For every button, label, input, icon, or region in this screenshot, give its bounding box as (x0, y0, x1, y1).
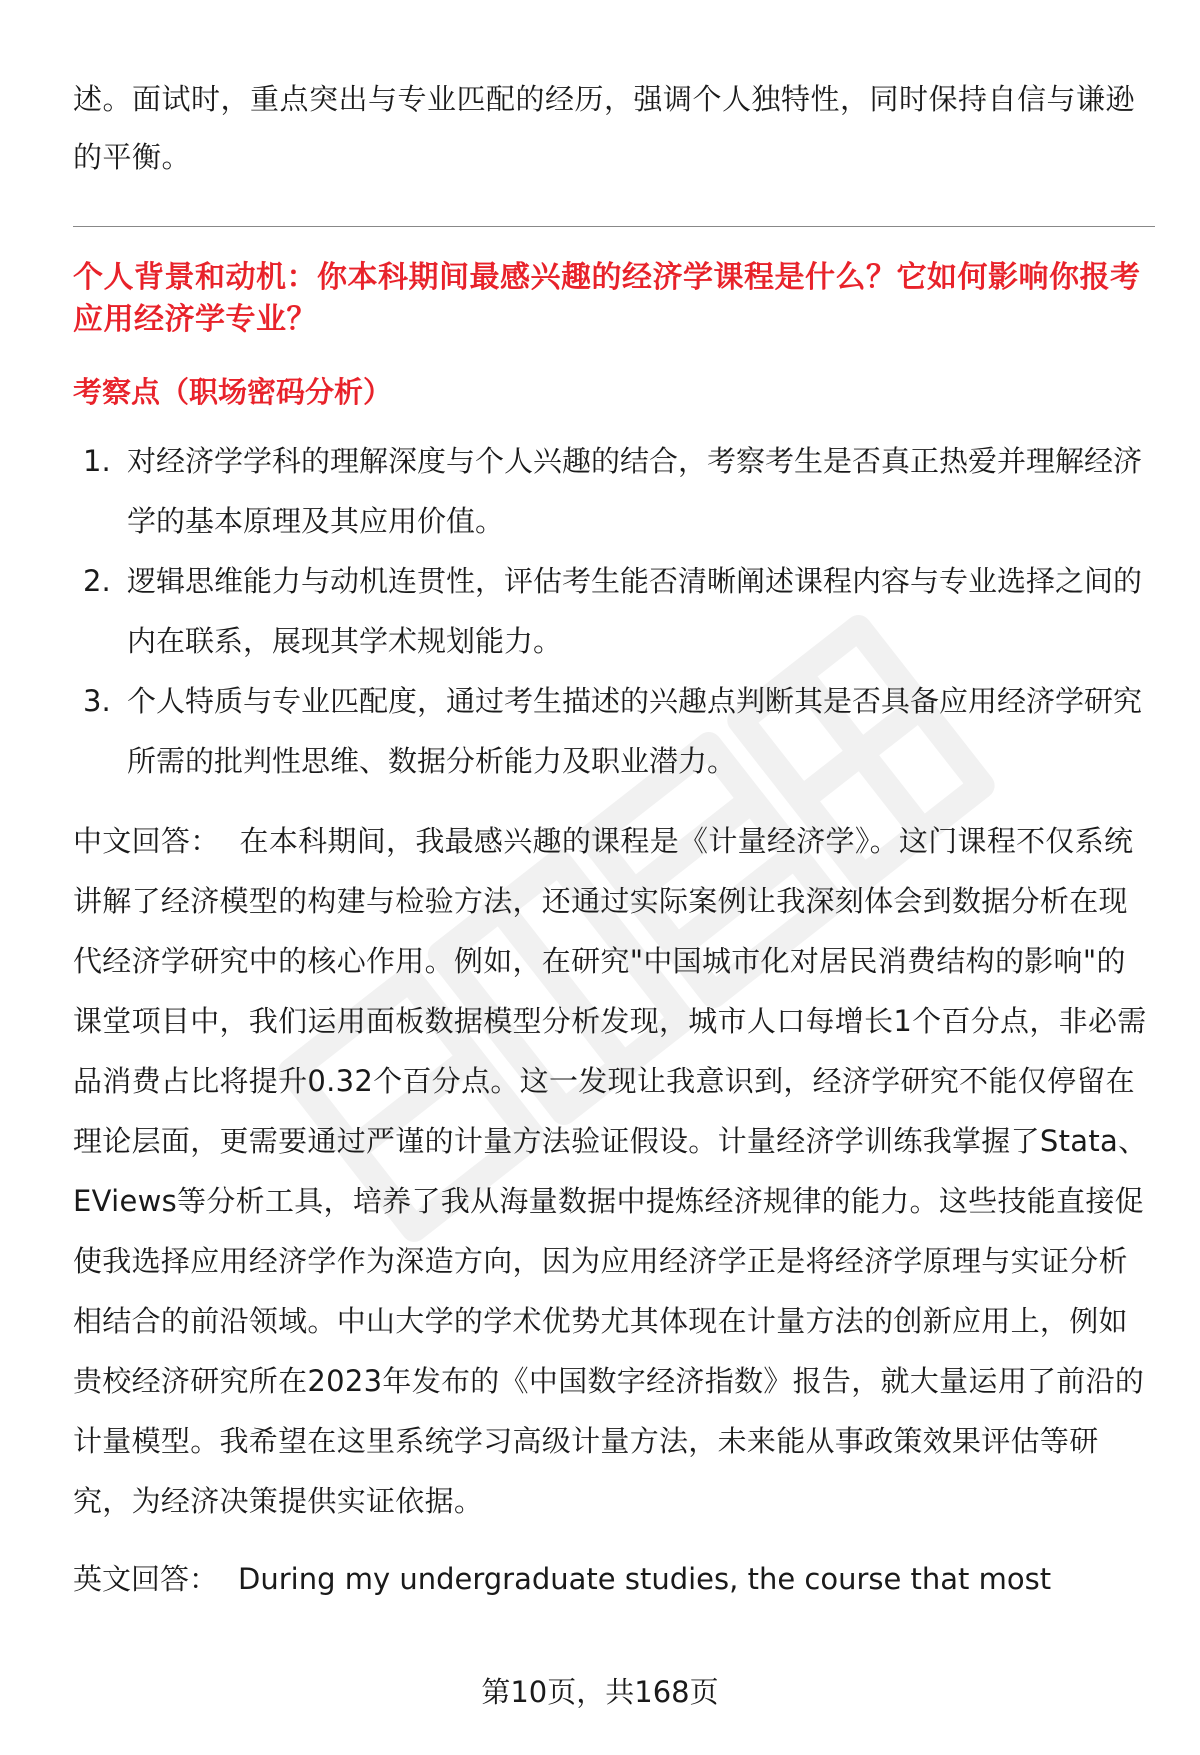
english-answer (73, 1549, 1155, 1609)
document-page (73, 70, 1155, 1609)
chinese-answer-label: 中文回答： (73, 824, 220, 858)
chinese-answer (73, 811, 1155, 1531)
chinese-answer-text: 在本科期间，我最感兴趣的课程是《计量经济学》。这门课程不仅系统讲解了经济模型的构建与检验方法，还通过实际案例让我深刻体会到数据分析在现代经济学研究中的核心作用。例如，在研究"中国城市化对居民消费结构的影响"的课堂项目中，我们运用面板数据模型分析发现，城市人口每增长1个百分点，非必需品消费占比将提升0.32个百分点。这一发现让我意识到，经济学研究不能仅停留在理论层面，更需要通过严谨的计量方法验证假设。计量经济学训练我掌握了Stata、EViews等分析工具，培养了我从海量数据中提炼经济规律的能力。这些技能直接促使我选择应用经济学作为深造方向，因为应用经济学正是将经济学原理与实证分析相结合的前沿领域。中山大学的学术优势尤其体现在计量方法的创新应用上，例如贵校经济研究所在2023年发布的《中国数字经济指数》报告，就大量运用了前沿的计量模型。我希望在这里系统学习高级计量方法，未来能从事政策效果评估等研究，为经济决策提供实证依据。 (73, 824, 1148, 1518)
list-item (73, 671, 1155, 791)
assessment-points-list (73, 431, 1155, 791)
section-divider (73, 226, 1155, 227)
list-item-number: 1. (83, 444, 111, 478)
list-item-text: 对经济学学科的理解深度与个人兴趣的结合，考察考生是否真正热爱并理解经济学的基本原理及其应用价值。 (127, 444, 1143, 538)
list-item-text: 逻辑思维能力与动机连贯性，评估考生能否清晰阐述课程内容与专业选择之间的内在联系，展现其学术规划能力。 (127, 564, 1143, 658)
english-answer-text: During my undergraduate studies, the course that most (238, 1562, 1052, 1596)
list-item-number: 3. (83, 684, 111, 718)
english-answer-label: 英文回答： (73, 1562, 219, 1596)
intro-paragraph: 述。面试时，重点突出与专业匹配的经历，强调个人独特性，同时保持自信与谦逊的平衡。 (73, 82, 1136, 174)
list-item (73, 551, 1155, 671)
question-heading: 个人背景和动机：你本科期间最感兴趣的经济学课程是什么？它如何影响你报考应用经济学专业？ (73, 260, 1141, 337)
list-item-number: 2. (83, 564, 111, 598)
section-title: 考察点（职场密码分析） (73, 375, 393, 409)
list-item-text: 个人特质与专业匹配度，通过考生描述的兴趣点判断其是否具备应用经济学研究所需的批判性思维、数据分析能力及职业潜力。 (127, 684, 1143, 778)
list-item (73, 431, 1155, 551)
page-number: 第10页，共168页 (481, 1675, 719, 1709)
